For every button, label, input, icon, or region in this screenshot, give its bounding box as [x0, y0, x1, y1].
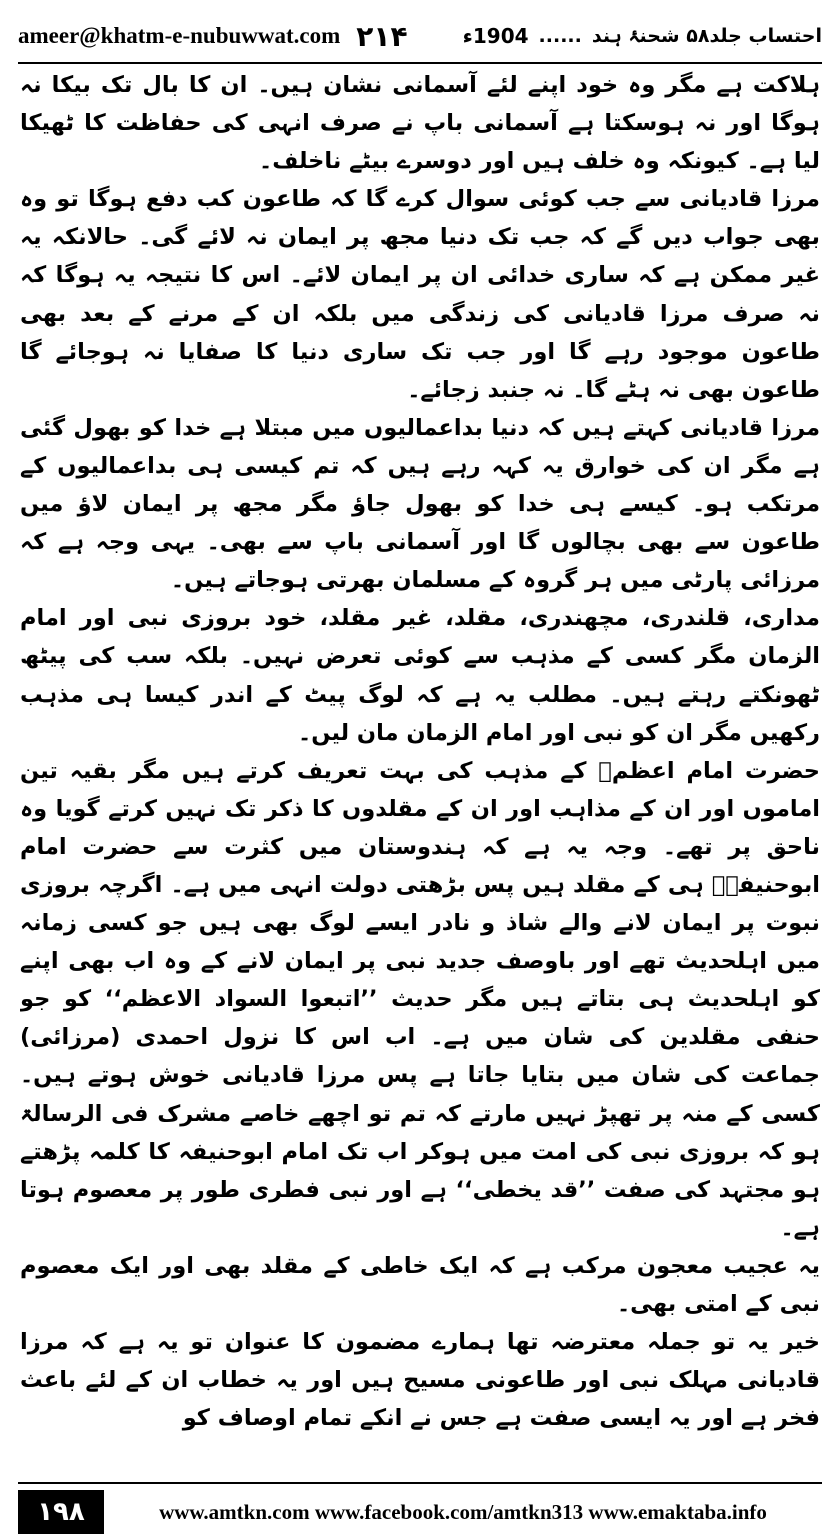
- footer-links: www.amtkn.com www.facebook.com/amtkn313 www.emaktaba.info: [159, 1499, 767, 1524]
- page-header: [18, 14, 822, 58]
- paragraph-2: مرزا قادیانی سے جب کوئی سوال کرے گا کہ طاعون کب دفع ہوگا تو وہ بھی جواب دیں گے کہ جب تک دنیا مجھ پر ایمان نہ لائے گی۔ حالانکہ یہ غیر ممکن ہے کہ ساری خدائی ان پر ایمان لائے۔ اس کا نتیجہ یہ ہوگا کہ نہ صرف مرزا قادیانی کی زندگی میں بلکہ ان کے مرنے کے بعد بھی طاعون موجود رہے گا اور جب تک ساری دنیا کا صفایا نہ ہوجائے گا طاعون بھی نہ ہٹے گا۔ نہ جنبد زجائے۔: [20, 186, 820, 403]
- footer-rule: [18, 1482, 822, 1484]
- paragraph-1: ہلاکت ہے مگر وہ خود اپنے لئے آسمانی نشان ہیں۔ ان کا بال تک بیکا نہ ہوگا اور نہ ہوسکتا ہے آسمانی باپ نے صرف انہی کی حفاظت کا ٹھیکا لیا ہے۔ کیونکہ وہ خلف ہیں اور دوسرے بیٹے ناخلف۔: [20, 72, 820, 175]
- header-rule: [18, 62, 822, 64]
- header-left: [18, 20, 408, 53]
- footer-page-number: ۱۹۸: [18, 1490, 104, 1534]
- paragraph-3: مرزا قادیانی کہتے ہیں کہ دنیا بداعمالیوں میں مبتلا ہے خدا کو بھول گئی ہے مگر ان کی خوارق یہ کہہ رہے ہیں کہ تم کیسی ہی بداعمالیوں کے مرتکب ہو۔ کیسے ہی خدا کو بھول جاؤ مگر مجھ پر ایمان لاؤ میں طاعون سے بھی بچالوں گا اور آسمانی باپ سے بھی۔ یہی وجہ ہے کہ مرزائی پارٹی میں ہر گروہ کے مسلمان بھرتی ہوجاتے ہیں۔: [20, 414, 820, 594]
- paragraph-5: حضرت امام اعظمؒ کے مذہب کی بہت تعریف کرتے ہیں مگر بقیہ تین اماموں اور ان کے مذاہب اور ان کے مقلدوں کا ذکر تک نہیں کرتے گویا وہ ناحق پر تھے۔ وجہ یہ ہے کہ ہندوستان میں کثرت سے حضرت امام ابوحنیفہؒ ہی کے مقلد ہیں پس بڑھتی دولت انہی میں ہے۔ اگرچہ بروزی نبوت پر ایمان لانے والے شاذ و نادر ایسے لوگ بھی ہیں جو کسی زمانہ میں اہلحدیث تھے اور باوصف جدید نبی پر ایمان لانے کے وہ اب بھی اپنے کو اہلحدیث ہی بتاتے ہیں مگر حدیث ’’اتبعوا السواد الاعظم‘‘ کو جو حنفی مقلدین کی شان میں ہے۔ اب اس کا نزول احمدی (مرزائی) جماعت کی شان میں بتایا جاتا ہے پس مرزا قادیانی خوش ہوتے ہیں۔ کسی کے منہ پر تھپڑ نہیں مارتے کہ تم تو اچھے خاصے مشرک فی الرسالۃ ہو کہ بروزی نبی کی امت میں ہوکر اب تک امام ابوحنیفہ کا کلمہ پڑھتے ہو مجتہد کی صفت ’’قد یخطی‘‘ ہے اور نبی فطری طور پر معصوم ہوتا ہے۔: [20, 757, 820, 1241]
- header-right: [463, 24, 822, 48]
- page-footer: [18, 1490, 822, 1534]
- header-email: ameer@khatm-e-nubuwwat.com: [18, 23, 341, 48]
- header-volume-title: احتساب جلد۵۸ شحنۂ ہند: [591, 25, 822, 47]
- paragraph-7: خیر یہ تو جملہ معترضہ تھا ہمارے مضمون کا عنوان تو یہ ہے کہ مرزا قادیانی مہلک نبی اور طاعونی مسیح ہیں اور یہ خطاب ان کے لئے باعث فخر ہے اور یہ ایسی صفت ہے جس نے انکے تمام اوصاف کو: [20, 1329, 820, 1432]
- header-page-number: ۲۱۴: [356, 19, 408, 53]
- paragraph-4: مداری، قلندری، مچھندری، مقلد، غیر مقلد، خود بروزی نبی اور امام الزمان مگر کسی کے مذہب سے کوئی تعرض نہیں۔ بلکہ سب کی پیٹھ ٹھونکتے رہتے ہیں۔ مطلب یہ ہے کہ لوگ پیٹ کے اندر کیسا ہی مذہب رکھیں مگر ان کو نبی اور امام الزمان مان لیں۔: [20, 605, 820, 746]
- header-year: 1904ء: [462, 24, 529, 48]
- paragraph-6: یہ عجیب معجون مرکب ہے کہ ایک خاطی کے مقلد بھی اور ایک معصوم نبی کے امتی بھی۔: [20, 1252, 820, 1317]
- header-separator: ......: [538, 25, 582, 47]
- article-body: [20, 66, 820, 1466]
